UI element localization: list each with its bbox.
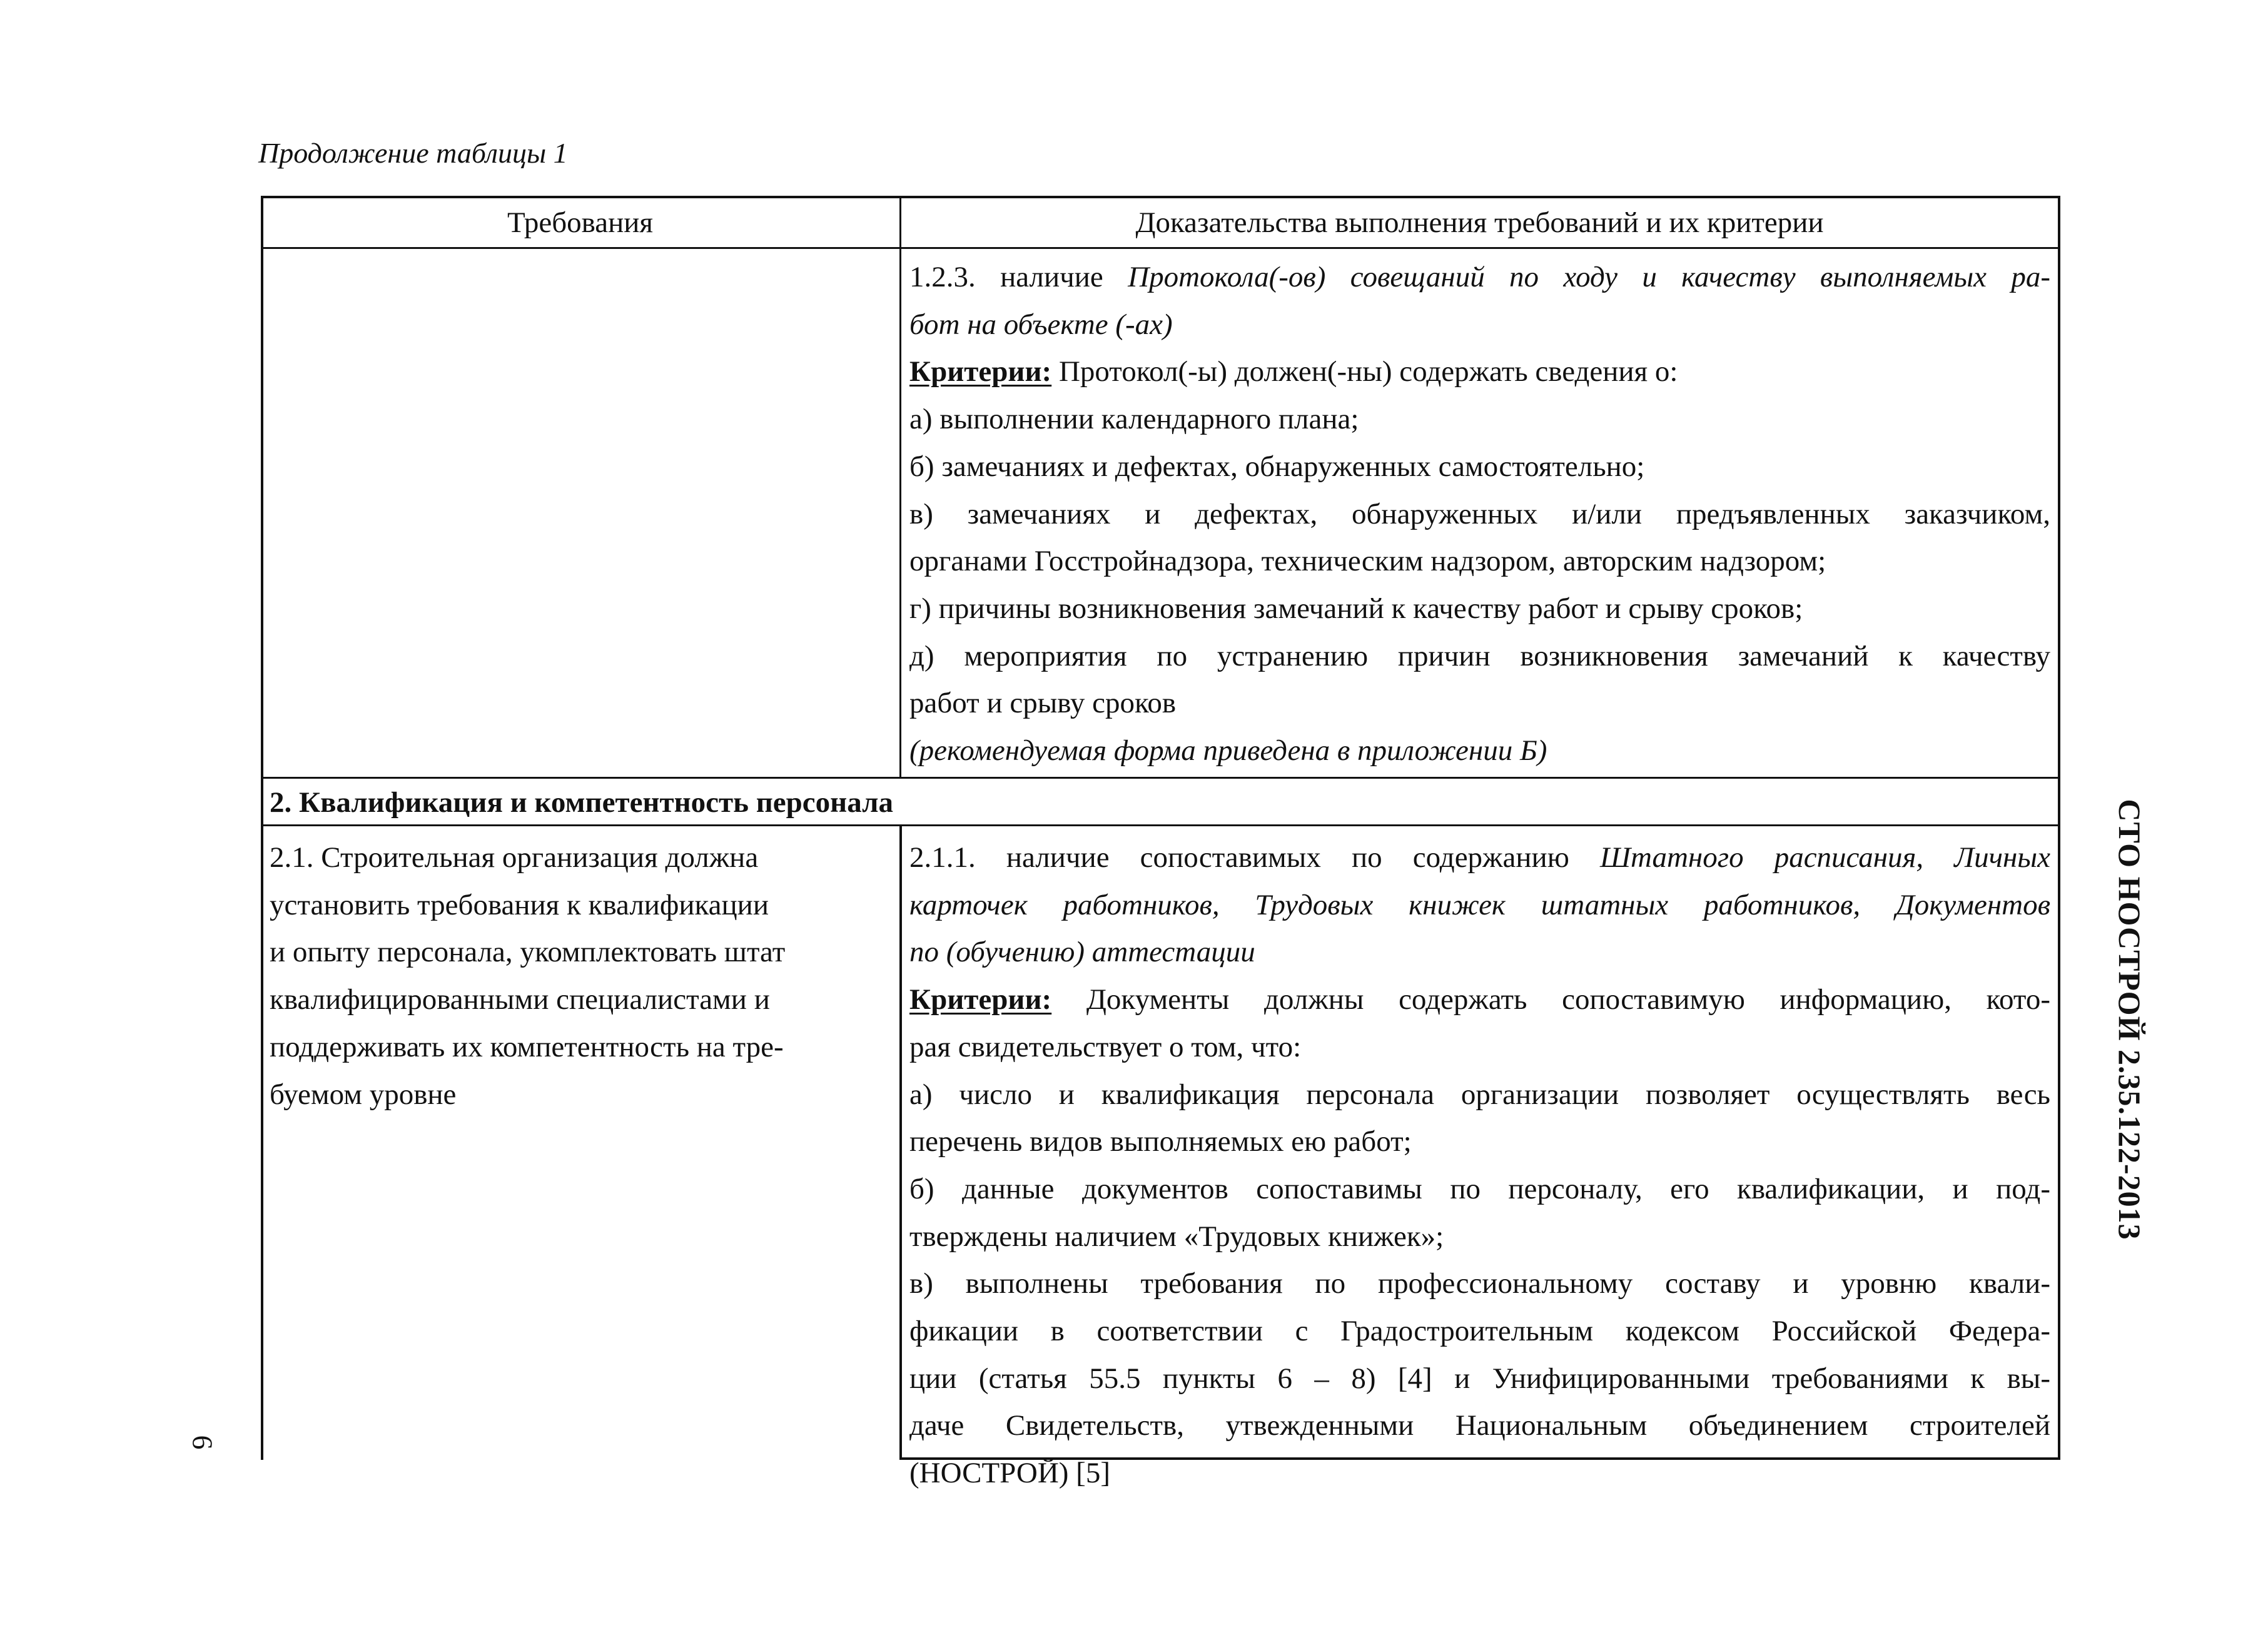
criteria-line: тверждены наличием «Трудовых книжек»; xyxy=(909,1220,1444,1253)
requirement-line: квалифицированными специалистами и xyxy=(270,983,770,1016)
item-2-1-1-cont: по (обучению) аттестации xyxy=(909,936,1255,969)
item-1-2-3: 1.2.3. наличие Протокола(-ов) совещаний по ходу и качеству выполняемых ра- xyxy=(909,261,2051,293)
criteria-1-2-3: Критерии: Протокол(-ы) должен(-ны) содержать сведения о: xyxy=(909,355,1678,388)
section2-bottom-border xyxy=(261,824,2060,826)
criteria-line: органами Госстройнадзора, техническим надзором, авторским надзором; xyxy=(909,545,1826,578)
standard-code: СТО НОСТРОЙ 2.35.122-2013 xyxy=(2112,799,2147,1240)
row1-bottom-border xyxy=(261,777,2060,779)
row2-evidence-cell xyxy=(908,834,2050,1497)
criteria-line: а) выполнении календарного плана; xyxy=(909,403,1359,436)
header-bottom-border xyxy=(261,247,2060,249)
requirement-line: установить требования к квалификации xyxy=(270,888,769,921)
column-divider-lower xyxy=(899,824,902,1460)
requirement-line: поддерживать их компетентность на тре- xyxy=(270,1030,784,1063)
requirement-line: 2.1. Строительная организация должна xyxy=(270,841,759,874)
item-2-1-1-cont: карточек работников, Трудовых книжек штатных работников, Документов xyxy=(909,888,2050,921)
criteria-line: работ и срыву сроков xyxy=(909,687,1177,720)
criteria-line: б) замечаниях и дефектах, обнаруженных самостоятельно; xyxy=(909,450,1645,483)
criteria-line: в) выполнены требования по профессиональному составу и уровню квали- xyxy=(909,1267,2050,1300)
column-divider-upper xyxy=(899,196,901,779)
table-left-border xyxy=(261,196,263,1460)
item-2-1-1: 2.1.1. наличие сопоставимых по содержанию Штатного расписания, Личных xyxy=(909,841,2050,874)
row1-evidence-cell xyxy=(908,254,2050,775)
criteria-line: даче Свидетельств, утвежденными Национальным объединением строителей xyxy=(909,1409,2050,1442)
criteria-label: Критерии: xyxy=(909,983,1052,1016)
criteria-line: б) данные документов сопоставимы по персоналу, его квалификации, и под- xyxy=(909,1172,2050,1205)
row2-requirement-cell xyxy=(270,834,883,1118)
criteria-line: ции (статья 55.5 пункты 6 – 8) [4] и Унифицированными требованиями к вы- xyxy=(909,1362,2050,1395)
requirements-table xyxy=(261,196,2060,1490)
criteria-label: Критерии: xyxy=(909,355,1052,388)
item-1-2-3-cont: бот на объекте (-ах) xyxy=(909,308,1173,341)
criteria-line: а) число и квалификация персонала организации позволяет осуществлять весь xyxy=(909,1078,2050,1111)
table-caption: Продолжение таблицы 1 xyxy=(258,137,568,169)
criteria-line: г) причины возникновения замечаний к качеству работ и срыву сроков; xyxy=(909,592,1803,625)
header-requirements: Требования xyxy=(507,206,654,239)
page-number: 6 xyxy=(186,1435,219,1450)
requirement-line: буемом уровне xyxy=(270,1078,457,1111)
criteria-line: (НОСТРОЙ) [5] xyxy=(909,1457,1110,1490)
table-right-border xyxy=(2058,196,2060,1460)
criteria-line: д) мероприятия по устранению причин возникновения замечаний к качеству xyxy=(909,639,2050,672)
criteria-line: перечень видов выполняемых ею работ; xyxy=(909,1125,1412,1158)
criteria-line: фикации в соответствии с Градостроительным кодексом Российской Федера- xyxy=(909,1315,2050,1348)
criteria-line: рая свидетельствует о том, что: xyxy=(909,1030,1302,1063)
section-2-heading: 2. Квалификация и компетентность персонала xyxy=(270,786,894,819)
criteria-2-1-1: Критерии: Документы должны содержать сопоставимую информацию, кото- xyxy=(909,983,2050,1016)
header-evidence: Доказательства выполнения требований и их критерии xyxy=(1135,206,1824,239)
recommended-form-note: (рекомендуемая форма приведена в приложении Б) xyxy=(909,734,1547,767)
criteria-line: в) замечаниях и дефектах, обнаруженных и/или предъявленных заказчиком, xyxy=(909,497,2050,530)
requirement-line: и опыту персонала, укомплектовать штат xyxy=(270,936,786,969)
table-top-border xyxy=(261,196,2060,198)
